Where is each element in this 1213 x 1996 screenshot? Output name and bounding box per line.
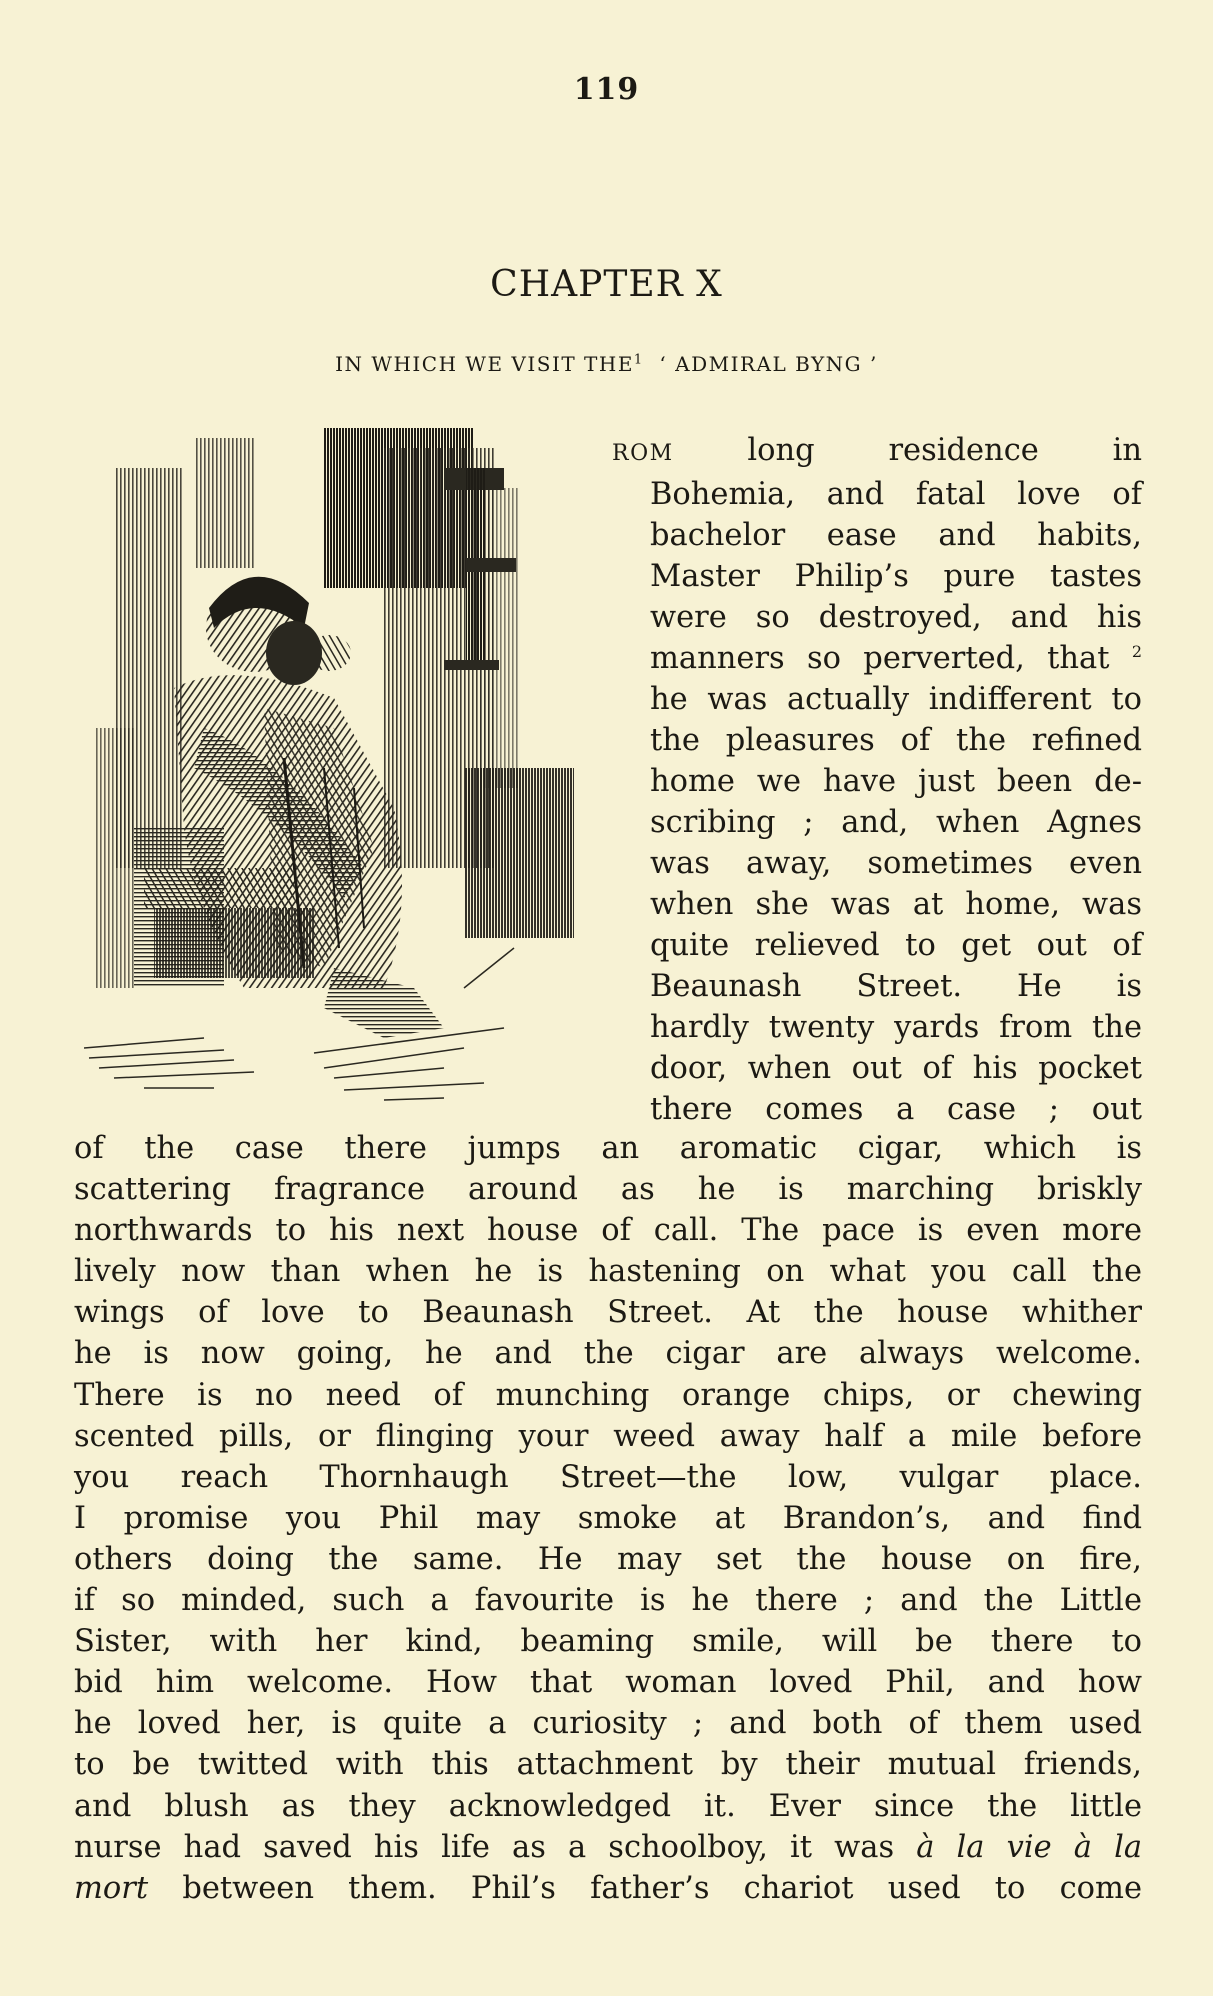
body-paragraph	[74, 1128, 1142, 1909]
lead-line: door, when out of his pocket	[650, 1051, 1142, 1086]
lead-line: there comes a case ; out	[650, 1092, 1142, 1127]
body-line: of the case there jumps an aromatic cigar, which is	[74, 1131, 1142, 1166]
lead-line: Beaunash Street. He is	[650, 969, 1142, 1004]
body-line: scattering fragrance around as he is marching briskly	[74, 1172, 1142, 1208]
lead-line: were so destroyed, and his	[650, 600, 1142, 635]
body-line: northwards to his next house of call. The pace is even more	[74, 1213, 1142, 1249]
chapter-title: CHAPTER X	[490, 264, 723, 305]
lead-line: when she was at home, was	[650, 887, 1142, 922]
body-line: and blush as they acknowledged it. Ever since the little	[74, 1788, 1142, 1824]
body-text: between them. Phil’s father’s chariot used to come	[182, 1870, 1142, 1906]
footnote-marker: 2	[1131, 641, 1142, 661]
dropcap-illustration	[84, 428, 604, 1108]
lead-line-text: manners so perverted, that	[650, 641, 1110, 676]
lead-line: hardly twenty yards from the	[650, 1010, 1142, 1045]
body-line: you reach Thornhaugh Street—the low, vulgar place.	[74, 1459, 1142, 1495]
lead-line: home we have just been de-	[650, 764, 1142, 799]
lead-line: Master Philip’s pure tastes	[650, 559, 1142, 594]
lead-line: he was actually indifferent to	[650, 682, 1142, 717]
chapter-subtitle-name: ‘ ADMIRAL BYNG ’	[659, 352, 878, 376]
body-text: mort	[74, 1870, 149, 1906]
lead-word: in	[1112, 433, 1142, 468]
body-line: lively now than when he is hastening on what you call the	[74, 1254, 1142, 1290]
body-line: wings of love to Beaunash Street. At the house whither	[74, 1295, 1142, 1331]
body-line: if so minded, such a favourite is he there ; and the Little	[74, 1583, 1142, 1619]
page-number: 119	[573, 72, 640, 107]
lead-line: Bohemia, and fatal love of	[650, 477, 1142, 512]
lead-line-1	[612, 430, 1142, 474]
body-line	[74, 1868, 1142, 1909]
footnote-marker: 1	[633, 352, 644, 368]
body-line: others doing the same. He may set the house on fire,	[74, 1541, 1142, 1577]
lead-line	[612, 638, 1142, 679]
chapter-subtitle-text: IN WHICH WE VISIT THE	[335, 352, 634, 376]
lead-line: the pleasures of the refined	[650, 723, 1142, 758]
lead-paragraph	[612, 430, 1142, 1130]
lead-line: scribing ; and, when Agnes	[650, 805, 1142, 840]
body-line: I promise you Phil may smoke at Brandon’s, and find	[74, 1500, 1142, 1536]
body-line: he is now going, he and the cigar are always welcome.	[74, 1336, 1142, 1372]
body-text: nurse had saved his life as a schoolboy, it was	[74, 1829, 895, 1865]
body-line: scented pills, or flinging your weed away half a mile before	[74, 1418, 1142, 1454]
lead-word: long	[747, 433, 815, 468]
body-line	[74, 1827, 1142, 1868]
lead-line: quite relieved to get out of	[650, 928, 1142, 963]
body-line: he loved her, is quite a curiosity ; and both of them used	[74, 1706, 1142, 1742]
body-line: to be twitted with this attachment by their mutual friends,	[74, 1747, 1142, 1783]
lead-word: residence	[888, 433, 1039, 468]
body-text: à la vie à la	[916, 1829, 1143, 1865]
lead-line: bachelor ease and habits,	[650, 518, 1142, 553]
dropcap-continuation: ROM	[612, 441, 674, 466]
lead-line: was away, sometimes even	[650, 846, 1142, 881]
chapter-subtitle	[0, 352, 1213, 376]
body-line: There is no need of munching orange chips, or chewing	[74, 1377, 1142, 1413]
body-line: bid him welcome. How that woman loved Phil, and how	[74, 1665, 1142, 1701]
body-line: Sister, with her kind, beaming smile, will be there to	[74, 1624, 1142, 1660]
